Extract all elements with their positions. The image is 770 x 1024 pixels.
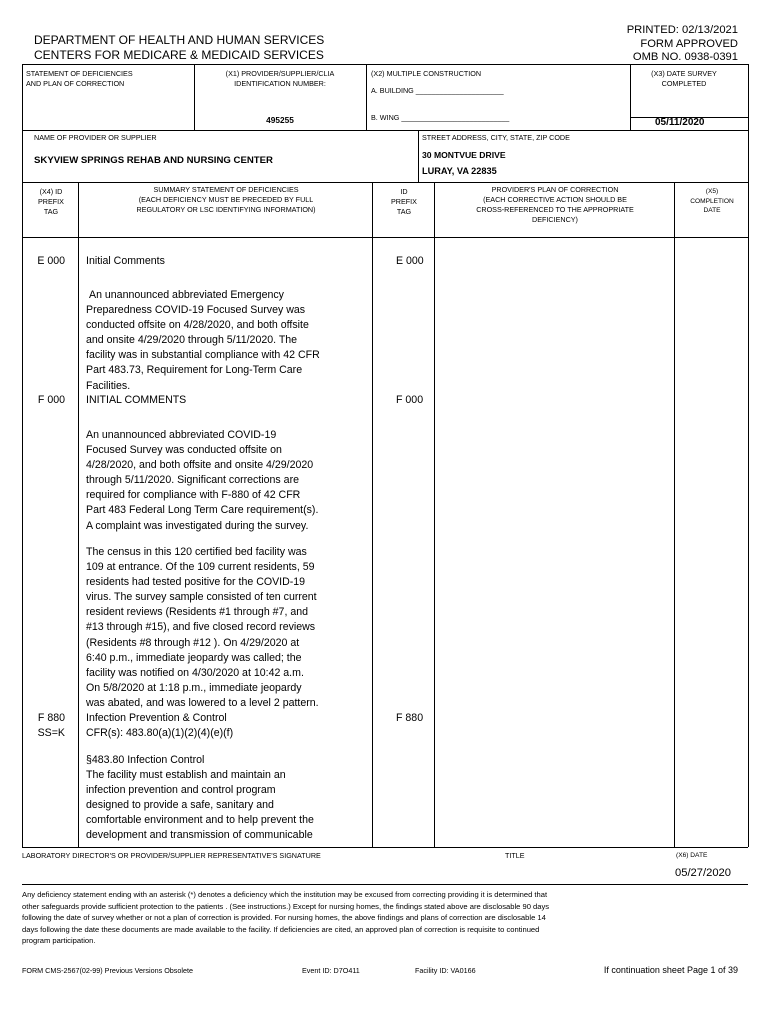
f000-id-tag: F 000 xyxy=(396,394,424,406)
summary-column-header: SUMMARY STATEMENT OF DEFICIENCIES (EACH DEFICIENCY MUST BE PRECEDED BY FULL REGULATORY OR LSC IDENTIFYING INFORMATION) xyxy=(136,185,316,214)
x2-label: (X2) MULTIPLE CONSTRUCTION xyxy=(371,69,482,78)
form-identifier: FORM CMS-2567(02-99) Previous Versions Obsolete xyxy=(22,966,193,975)
e000-tag: E 000 xyxy=(37,255,65,267)
address-city: LURAY, VA 22835 xyxy=(422,166,497,176)
title-label: TITLE xyxy=(505,851,525,860)
survey-completed-date: 05/11/2020 xyxy=(655,117,705,128)
id-prefix-column-header: ID PREFIX TAG xyxy=(391,187,417,216)
wing-label: B. WING ___________________________ xyxy=(371,113,510,122)
address-street: 30 MONTVUE DRIVE xyxy=(422,150,506,160)
f880-id-tag: F 880 xyxy=(396,712,424,724)
disclaimer-text: Any deficiency statement ending with an asterisk (*) denotes a deficiency which the institution may be excused from correcting providing it is determined that other safeguards provide sufficient protection to the patients . (See instructions.) Except for nursing homes, the findings stated above are disclosable 90 days following the date of survey whether or not a plan of correction is provided. For nursing homes, the above findings and plans of correction are disclosable 14 days following the date these documents are made available to the facility. If deficiencies are cited, an approved plan of correction is requisite to continued program participation. xyxy=(22,890,550,946)
address-label: STREET ADDRESS, CITY, STATE, ZIP CODE xyxy=(422,133,570,142)
f880-text: §483.80 Infection Control The facility must establish and maintain an infection prevention and control program designed to provide a safe, sanitary and comfortable environment and to help prevent the development and transmission of communicable xyxy=(86,754,314,842)
department-title xyxy=(34,33,324,63)
e000-title: Initial Comments xyxy=(86,255,165,267)
f000-title: INITIAL COMMENTS xyxy=(86,394,187,406)
provider-name: SKYVIEW SPRINGS REHAB AND NURSING CENTER xyxy=(34,155,273,166)
facility-id: Facility ID: VA0166 xyxy=(415,966,476,975)
x1-label: (X1) PROVIDER/SUPPLIER/CLIA IDENTIFICATION NUMBER: xyxy=(225,69,335,88)
date-label: (X6) DATE xyxy=(676,852,708,859)
f000-text: An unannounced abbreviated COVID-19 Focused Survey was conducted offsite on 4/28/2020, and both offsite and onsite 4/29/2020 through 5/11/2020. Significant corrections are required for compliance with F-880 of 42 CFR Part 483 Federal Long Term Care requirement(s). A complaint was investigated during the survey. xyxy=(86,429,319,532)
f880-scope-severity: SS=K xyxy=(37,727,65,739)
f000-tag: F 000 xyxy=(37,394,65,406)
event-id: Event ID: D7O411 xyxy=(302,966,360,975)
department-line: DEPARTMENT OF HEALTH AND HUMAN SERVICES xyxy=(34,33,325,47)
census-text: The census in this 120 certified bed facility was 109 at entrance. Of the 109 current residents, 59 residents had tested positive for the COVID-19 virus. The survey sample consisted of ten current resident reviews (Residents #1 through #7, and #13 through #15), and five closed record reviews (Residents #8 through #12 ). On 4/29/2020 at 6:40 p.m., immediate jeopardy was called; the facility was notified on 4/30/2020 at 10:42 a.m. On 5/8/2020 at 1:18 p.m., immediate jeopardy was abated, and was lowered to a level 2 pattern. xyxy=(86,546,319,709)
printed-date: PRINTED: 02/13/2021 xyxy=(626,24,738,36)
e000-id-tag: E 000 xyxy=(396,255,424,267)
form-approved-label: FORM APPROVED xyxy=(640,37,738,50)
e000-text: An unannounced abbreviated Emergency Preparedness COVID-19 Focused Survey was conducted offsite on 4/28/2020, and both offsite and onsite 4/29/2020 through 5/11/2020. The facility was in substantial compliance with 42 CFR Part 483.73, Requirement for Long-Term Care Facilities. xyxy=(86,289,320,392)
provider-id-number: 495255 xyxy=(266,115,294,125)
signature-date: 05/27/2020 xyxy=(675,867,731,879)
form-approval-block xyxy=(627,24,738,65)
statement-label: STATEMENT OF DEFICIENCIES AND PLAN OF CORRECTION xyxy=(26,69,133,88)
x4-column-header: (X4) ID PREFIX TAG xyxy=(38,187,64,216)
signature-label: LABORATORY DIRECTOR'S OR PROVIDER/SUPPLIER REPRESENTATIVE'S SIGNATURE xyxy=(22,851,321,860)
omb-number: OMB NO. 0938-0391 xyxy=(632,51,738,63)
f880-cfr: CFR(s): 483.80(a)(1)(2)(4)(e)(f) xyxy=(86,727,234,739)
x5-column-header: (X5) COMPLETION DATE xyxy=(690,188,734,214)
agency-line: CENTERS FOR MEDICARE & MEDICAID SERVICES xyxy=(34,48,324,62)
page-continuation: If continuation sheet Page 1 of 39 xyxy=(603,965,738,975)
f880-title: Infection Prevention & Control xyxy=(86,712,227,724)
building-label: A. BUILDING ______________________ xyxy=(371,86,504,95)
plan-column-header: PROVIDER'S PLAN OF CORRECTION (EACH CORRECTIVE ACTION SHOULD BE CROSS-REFERENCED TO THE APPROPRIATE DEFICIENCY) xyxy=(476,185,634,224)
provider-name-label: NAME OF PROVIDER OR SUPPLIER xyxy=(34,133,157,142)
f880-tag: F 880 xyxy=(37,712,65,724)
x3-label: (X3) DATE SURVEY COMPLETED xyxy=(651,69,717,88)
